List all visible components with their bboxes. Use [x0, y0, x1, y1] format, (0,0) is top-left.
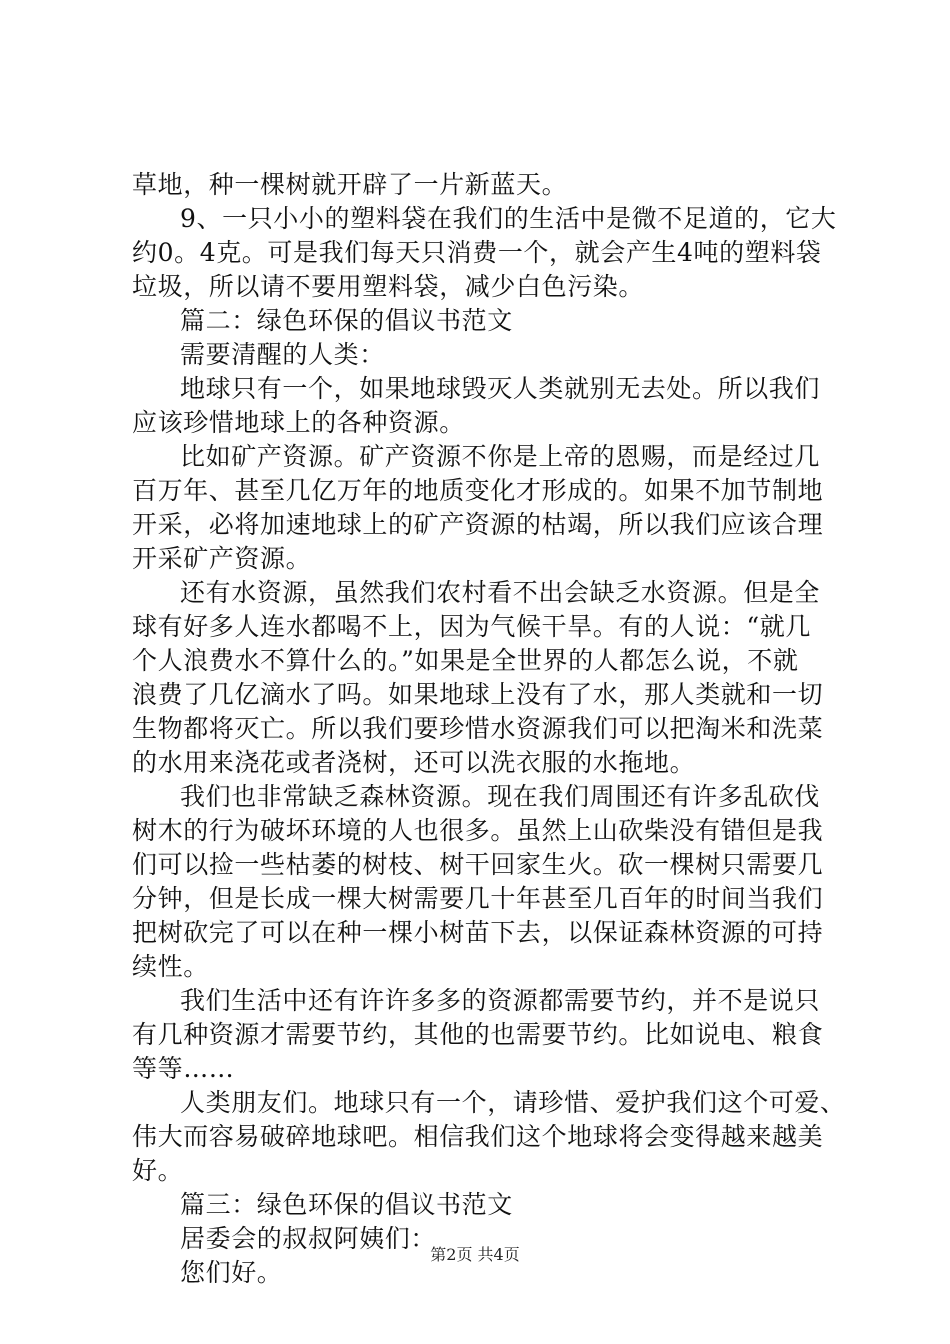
text-line: 等等……: [132, 1054, 235, 1083]
greeting: 您们好。: [180, 1258, 283, 1287]
text-line: 球有好多人连水都喝不上，因为气候干旱。有的人说：“就几: [132, 612, 811, 641]
text-line: 我们也非常缺乏森林资源。现在我们周围还有许多乱砍伐: [180, 782, 821, 811]
text-line: 把树砍完了可以在种一棵小树苗下去，以保证森林资源的可持: [132, 918, 824, 947]
text-line: 生物都将灭亡。所以我们要珍惜水资源我们可以把淘米和洗菜: [132, 714, 824, 743]
text-line: 的水用来浇花或者浇树，还可以洗衣服的水拖地。: [132, 748, 696, 777]
text-line: 9、一只小小的塑料袋在我们的生活中是微不足道的，它大: [180, 204, 837, 233]
text-line: 好。: [132, 1156, 184, 1185]
text-line: 人类朋友们。地球只有一个，请珍惜、爱护我们这个可爱、: [180, 1088, 846, 1117]
section-heading: 篇三：绿色环保的倡议书范文: [180, 1190, 513, 1219]
text-line: 应该珍惜地球上的各种资源。: [132, 408, 465, 437]
text-line: 比如矿产资源。矿产资源不你是上帝的恩赐，而是经过几: [180, 442, 821, 471]
page-number-footer: 第2页 共4页: [430, 1245, 520, 1264]
text-line: 百万年、甚至几亿万年的地质变化才形成的。如果不加节制地: [132, 476, 824, 505]
text-line: 开采，必将加速地球上的矿产资源的枯竭，所以我们应该合理: [132, 510, 824, 539]
text-line: 我们生活中还有许许多多的资源都需要节约，并不是说只: [180, 986, 821, 1015]
text-line: 续性。: [132, 952, 209, 981]
text-line: 垃圾，所以请不要用塑料袋，减少白色污染。: [132, 272, 645, 301]
text-line: 分钟，但是长成一棵大树需要几十年甚至几百年的时间当我们: [132, 884, 824, 913]
text-line: 草地，种一棵树就开辟了一片新蓝天。: [132, 170, 568, 199]
text-line: 有几种资源才需要节约，其他的也需要节约。比如说电、粮食: [132, 1020, 824, 1049]
text-line: 伟大而容易破碎地球吧。相信我们这个地球将会变得越来越美: [132, 1122, 824, 1151]
salutation: 需要清醒的人类：: [180, 340, 385, 369]
text-line: 个人浪费水不算什么的。”如果是全世界的人都怎么说，不就: [132, 646, 799, 675]
salutation: 居委会的叔叔阿姨们：: [180, 1224, 437, 1253]
document-body: [0, 168, 950, 1290]
text-line: 浪费了几亿滴水了吗。如果地球上没有了水，那人类就和一切: [132, 680, 824, 709]
section-heading: 篇二：绿色环保的倡议书范文: [180, 306, 513, 335]
text-line: 还有水资源，虽然我们农村看不出会缺乏水资源。但是全: [180, 578, 821, 607]
text-line: 们可以捡一些枯萎的树枝、树干回家生火。砍一棵树只需要几: [132, 850, 824, 879]
text-line: 地球只有一个，如果地球毁灭人类就别无去处。所以我们: [180, 374, 821, 403]
text-line: 树木的行为破坏环境的人也很多。虽然上山砍柴没有错但是我: [132, 816, 824, 845]
text-line: 开采矿产资源。: [132, 544, 312, 573]
text-line: 约0。4克。可是我们每天只消费一个，就会产生4吨的塑料袋: [132, 238, 822, 267]
